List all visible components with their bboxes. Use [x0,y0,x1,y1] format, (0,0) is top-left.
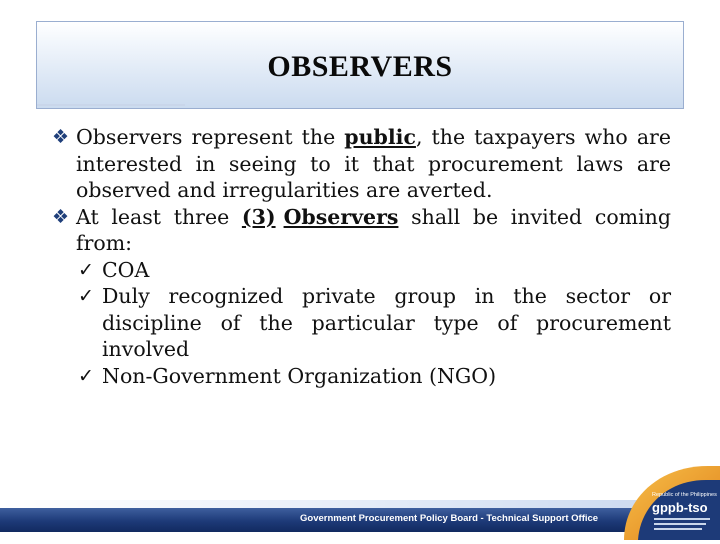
bullet-item [52,124,671,204]
checkmark-icon: ✓ [78,258,94,281]
bullet-text-post: , the taxpayers who are interested in seeing to it that procurement laws are observed and irregularities are averted. [76,125,671,202]
sub-item-text: COA [102,257,150,282]
sub-item [52,363,671,390]
bullet-text-pre: Observers represent the [76,125,345,149]
diamond-clover-bullet-icon: ❖ [52,205,70,228]
bullet-emphasis-number: (3) [241,204,276,229]
sub-item-text: Non-Government Organization (NGO) [102,363,497,388]
diamond-clover-bullet-icon: ❖ [52,126,70,148]
slide-title: OBSERVERS [267,50,453,83]
gppb-logo [618,460,720,540]
title-box [36,21,684,109]
title-accent-line [37,104,185,106]
bullet-text-pre: At least three [76,204,242,229]
bullet-emphasis: public [344,125,416,149]
checkmark-icon: ✓ [78,364,94,387]
sub-item [52,257,671,284]
bullet-emphasis: Observers [283,204,399,229]
bullet-item [52,204,671,257]
footer-light-strip [0,500,720,508]
slide-content [52,124,671,389]
checkmark-icon: ✓ [78,285,94,307]
gppb-logo-mark [618,460,720,540]
logo-brand-text: gppb-tso [652,500,708,515]
logo-top-text: Republic of the Philippines [652,492,717,498]
footer-org-text: Government Procurement Policy Board - Technical Support Office [300,513,599,524]
sub-item [52,283,671,363]
bullet-text-post: shall be invited coming from: [76,204,671,255]
sub-item-text: Duly recognized private group in the sector or discipline of the particular type of procurement involved [102,284,671,361]
